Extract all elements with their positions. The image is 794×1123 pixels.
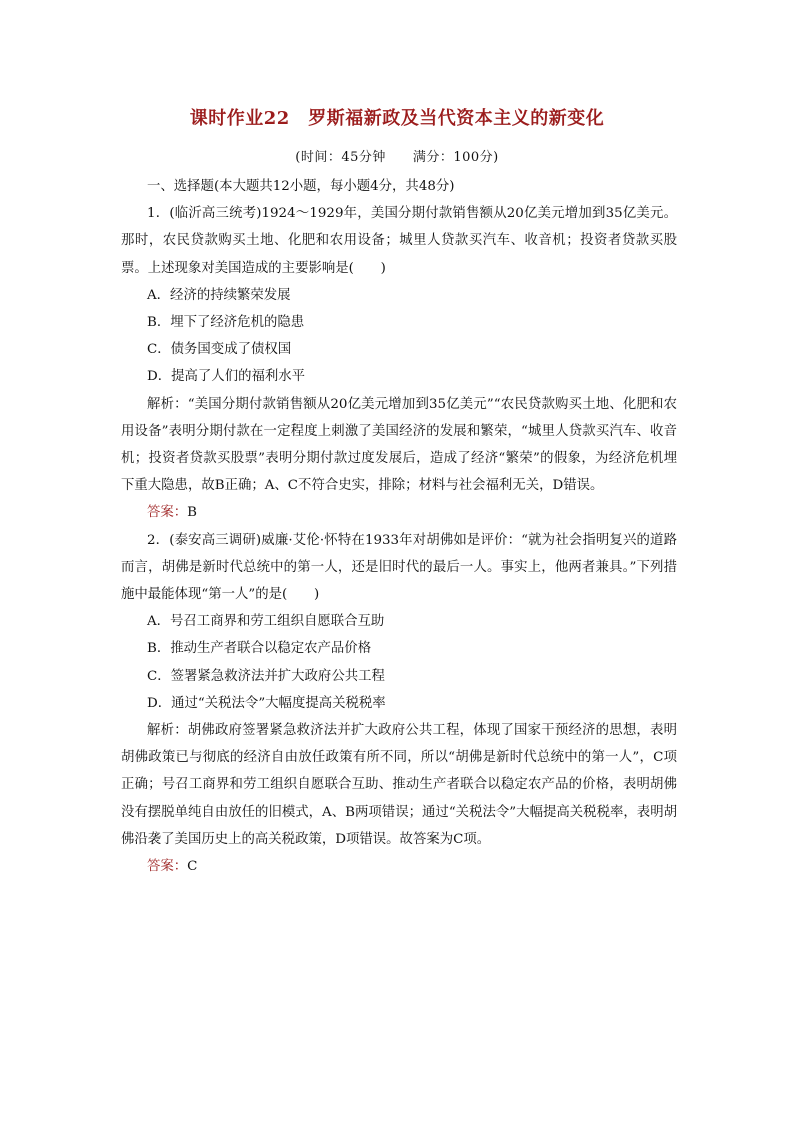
time-and-score: (时间：45分钟 满分：100分) xyxy=(295,150,499,165)
question-2-option-c: C．签署紧急救济法并扩大政府公共工程 xyxy=(147,668,385,684)
question-1-option-d: D．提高了人们的福利水平 xyxy=(147,369,306,385)
answer-label: 答案： xyxy=(147,505,188,521)
question-1-option-c: C．债务国变成了债权国 xyxy=(147,342,292,358)
question-2-option-a: A．号召工商界和劳工组织自愿联合互助 xyxy=(147,614,385,630)
document-body xyxy=(121,173,677,880)
question-2-option-b: B．推动生产者联合以稳定农产品价格 xyxy=(147,641,372,657)
question-1-analysis: 解析：“美国分期付款销售额从20亿美元增加到35亿美元”“农民贷款购买土地、化肥和农用设备”表明分期付款在一定程度上刺激了美国经济的发展和繁荣，“城里人贷款买汽车、收音机；投资者贷款买股票”表明分期付款过度发展后，造成了经济“繁荣”的假象，为经济危机埋下重大隐患，故B正确；A、C不符合史实，排除；材料与社会福利无关，D错误。 xyxy=(121,396,677,494)
question-1-option-a: A．经济的持续繁荣发展 xyxy=(147,287,291,303)
question-2-option-d: D．通过“关税法令”大幅度提高关税税率 xyxy=(147,695,386,711)
question-1-answer xyxy=(121,499,677,526)
section-heading: 一、选择题(本大题共12小题，每小题4分，共48分) xyxy=(147,179,455,194)
page-title: 课时作业22 罗斯福新政及当代资本主义的新变化 xyxy=(189,108,605,129)
answer-value: C xyxy=(187,859,198,875)
question-1-option-b: B．埋下了经济危机的隐患 xyxy=(147,315,305,331)
answer-label: 答案： xyxy=(147,859,188,875)
question-2-analysis: 解析：胡佛政府签署紧急救济法并扩大政府公共工程，体现了国家干预经济的思想，表明胡佛政策已与彻底的经济自由放任政策有所不同，所以“胡佛是新时代总统中的第一人”，C项正确；号召工商界和劳工组织自愿联合互助、推动生产者联合以稳定农产品的价格，表明胡佛没有摆脱单纯自由放任的旧模式，A、B两项错误；通过“关税法令”大幅提高关税税率，表明胡佛沿袭了美国历史上的高关税政策，D项错误。故答案为C项。 xyxy=(121,723,677,847)
question-2-stem: 2．(泰安高三调研)威廉·艾伦·怀特在1933年对胡佛如是评价：“就为社会指明复兴的道路而言，胡佛是新时代总统中的第一人，还是旧时代的最后一人。事实上，他两者兼具。”下列措施中最能体现“第一人”的是( ) xyxy=(121,532,677,603)
question-1-stem: 1．(临沂高三统考)1924～1929年，美国分期付款销售额从20亿美元增加到35亿美元。那时，农民贷款购买土地、化肥和农用设备；城里人贷款买汽车、收音机；投资者贷款买股票。上述现象对美国造成的主要影响是( ) xyxy=(121,206,677,276)
question-2-answer xyxy=(121,853,677,880)
answer-value: B xyxy=(187,505,198,521)
